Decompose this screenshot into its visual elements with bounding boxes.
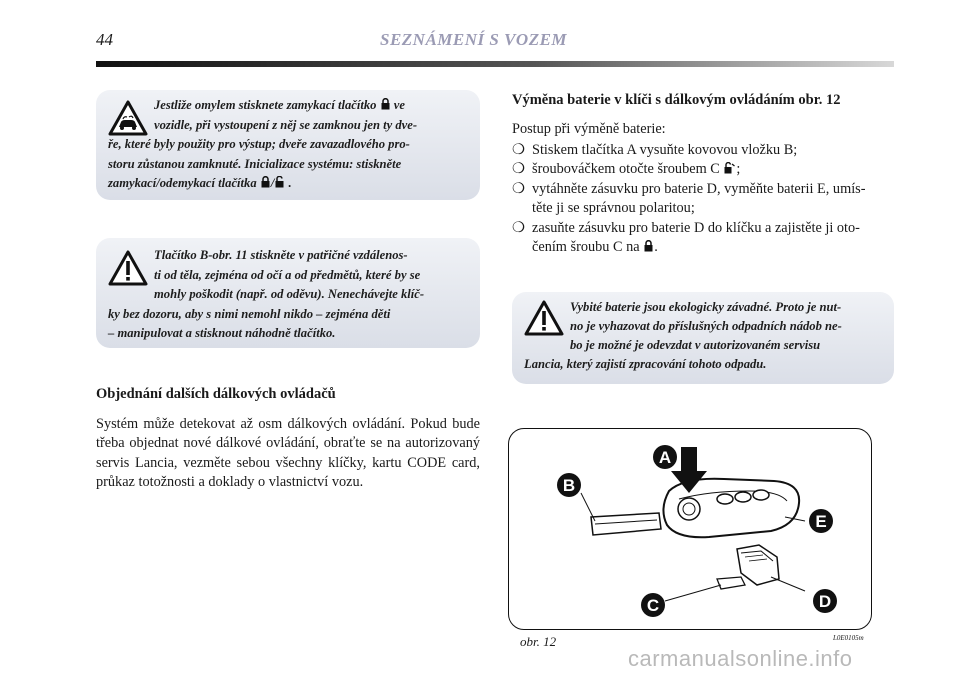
step-bullet: ❍ — [512, 161, 525, 178]
step-bullet: ❍ — [512, 180, 525, 197]
warning-box-key-button — [96, 238, 480, 348]
figure-label-d: D — [818, 592, 832, 611]
warning2-line5: – manipulovat a stisknout náhodně tlačítko. — [108, 326, 336, 340]
step-item — [512, 180, 896, 219]
warning1-line2: vozidle, při vystoupení z něj se zamknou jen ty dve- — [154, 117, 418, 132]
warning1-line1 — [154, 96, 470, 116]
step-item — [512, 219, 896, 258]
figure-code: L0E0105m — [833, 634, 864, 642]
warning2-line4: ky bez dozoru, aby s nimi nemohl nikdo – zejména děti — [108, 306, 391, 321]
warning1-sep: / — [270, 176, 275, 190]
figure-label-c: C — [646, 596, 660, 615]
warning1-text-1: Jestliže omylem stisknete zamykací tlačítko — [154, 98, 377, 112]
step-text: Stiskem tlačítka A vysuňte kovovou vložku B; — [532, 142, 798, 158]
step-text: vytáhněte zásuvku pro baterie D, vyměňte baterii E, umís- — [532, 180, 866, 197]
warning2-line3: mohly poškodit (např. od oděvu). Nenechávejte klíč- — [154, 287, 425, 301]
step-text: čením šroubu C na — [532, 239, 640, 256]
warning2-line2: ti od těla, zejména od očí a od předmětů, které by se — [154, 267, 421, 282]
step-text-end: . — [654, 239, 658, 256]
step-bullet: ❍ — [512, 142, 525, 158]
figure-caption: obr. 12 — [520, 634, 557, 649]
order-paragraph: Systém může detekovat až osm dálkových ovládání. Pokud bude třeba objednat nové dálkové ovládání, obraťte se na autorizovaný servis Lancia, vezměte sebou všechny klíčky, kartu CODE card, průkaz totožnosti a doklady o vlastnictví vozu. — [96, 416, 480, 491]
warning1-text-1b: ve — [393, 98, 405, 112]
battery-heading: Výměna baterie v klíči s dálkovým ovládáním obr. 12 — [512, 92, 841, 108]
battery-steps — [512, 141, 896, 257]
warning-triangle-icon — [524, 300, 564, 336]
warning-triangle-icon — [108, 250, 148, 286]
figure-key-battery — [508, 428, 872, 630]
warning3-line3: bo je možné je odevzdat v autorizovaném servisu — [570, 338, 821, 352]
lock-closed-icon — [261, 176, 270, 188]
step-text: šroubováčkem otočte šroubem C — [532, 161, 720, 178]
section-title: SEZNÁMENÍ S VOZEM — [380, 30, 568, 49]
figure-label-b: B — [562, 476, 576, 495]
watermark: carmanualsonline.info — [628, 646, 853, 671]
warning1-line5 — [108, 174, 292, 194]
warning-box-car-lock — [96, 90, 480, 200]
step-bullet: ❍ — [512, 219, 525, 236]
lock-closed-icon — [381, 98, 390, 110]
screw-unlock-icon — [724, 162, 735, 174]
warning-box-battery-disposal — [512, 292, 894, 384]
page-number: 44 — [96, 30, 113, 49]
warning2-line1: Tlačítko B-obr. 11 stiskněte v patřičné vzdálenos- — [154, 248, 408, 262]
order-heading: Objednání dalších dálkových ovládačů — [96, 386, 336, 402]
step-item — [512, 160, 896, 179]
car-warning-icon — [108, 100, 148, 136]
figure-label-a: A — [658, 448, 672, 467]
warning3-line1: Vybité baterie jsou ekologicky závadné. Proto je nut- — [570, 300, 842, 314]
step-text: zasuňte zásuvku pro baterie D do klíčku a zajistěte ji oto- — [532, 219, 860, 236]
warning1-line4: storu zůstanou zamknuté. Inicializace systému: stiskněte — [108, 156, 402, 171]
warning1-line3: ře, které byly použity pro výstup; dveře zavazadlového pro- — [108, 137, 410, 151]
warning1-text-5: zamykací/odemykací tlačítka — [108, 176, 257, 190]
battery-intro: Postup při výměně baterie: — [512, 121, 666, 137]
warning3-line2: no je vyhazovat do příslušných odpadních nádob ne- — [570, 319, 842, 333]
step-item — [512, 141, 896, 160]
lock-closed-icon — [644, 240, 653, 252]
warning1-text-5b: . — [288, 176, 292, 190]
key-diagram — [509, 429, 871, 629]
lock-open-icon — [275, 176, 284, 188]
figure-label-e: E — [815, 512, 827, 531]
header-rule — [96, 61, 894, 67]
warning3-line4: Lancia, který zajistí zpracování tohoto odpadu. — [524, 357, 767, 371]
step-text-end: ; — [736, 161, 741, 178]
step-text: těte ji se správnou polaritou; — [532, 200, 695, 217]
